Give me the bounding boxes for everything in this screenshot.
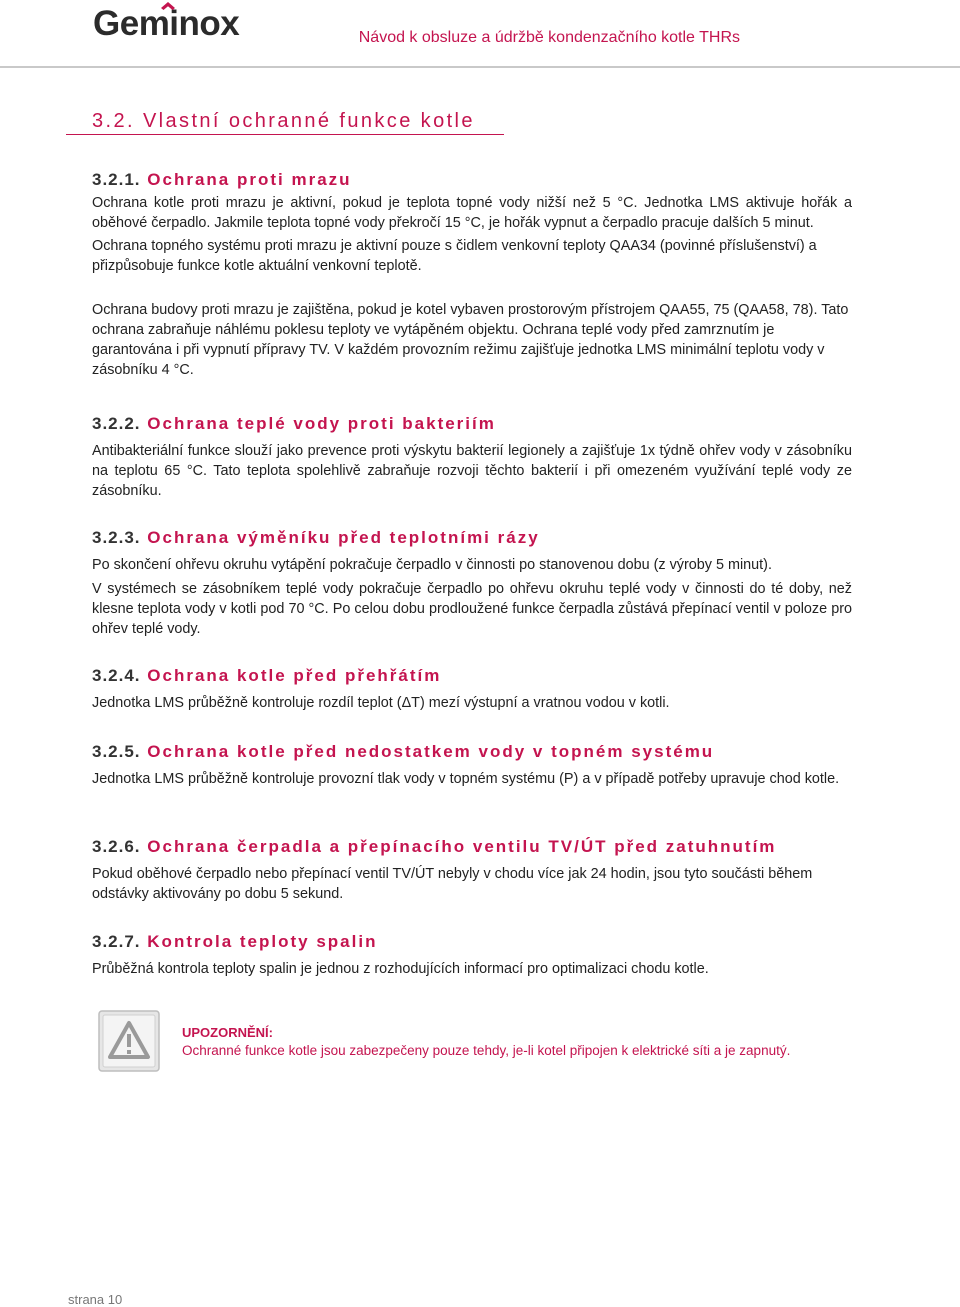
section-number: 3.2. [92, 110, 135, 132]
subsection-title: Ochrana čerpadla a přepínacího ventilu TV/ÚT před zatuhnutím [147, 837, 777, 856]
subsection-overheating [92, 665, 852, 713]
subsection-low-water [92, 741, 852, 789]
subsection-title: Ochrana výměníku před teplotními rázy [147, 528, 540, 547]
subsection-number: 3.2.2. [92, 414, 141, 433]
subsection-antibacterial [92, 413, 852, 501]
page-number: strana 10 [68, 1292, 123, 1307]
document-title: Návod k obsluze a údržbě kondenzačního kotle THRs [358, 29, 740, 46]
warning-triangle-icon [98, 1010, 160, 1072]
paragraph: Po skončení ohřevu okruhu vytápění pokračuje čerpadlo v činnosti po stanovenou dobu (z výroby 5 minut). [92, 557, 772, 573]
subsection-pump-seizure [92, 836, 852, 904]
subsection-number: 3.2.1. [92, 170, 141, 189]
logo-diamond-icon [161, 2, 175, 14]
paragraph: Ochrana topného systému proti mrazu je aktivní pouze s čidlem venkovní teploty QAA34 (povinné příslušenství) a přizpůsobuje funkce kotle aktuální venkovní teplotě. [92, 238, 817, 274]
warning-label: UPOZORNĚNÍ: [182, 1025, 273, 1040]
warning-text: Ochranné funkce kotle jsou zabezpečeny pouze tehdy, je-li kotel připojen k elektrické síti a je zapnutý. [182, 1043, 791, 1058]
subsection-number: 3.2.5. [92, 742, 141, 761]
section-title: Vlastní ochranné funkce kotle [142, 110, 475, 132]
paragraph: Ochrana kotle proti mrazu je aktivní, pokud je teplota topné vody nižší než 5 °C. Jednotka LMS aktivuje hořák a oběhové čerpadlo. Jakmile teplota topné vody překročí 15 °C, je hořák vypnut a čerpadlo pracuje dalších 5 minut. [92, 195, 852, 231]
subsection-title: Kontrola teploty spalin [147, 932, 378, 951]
section-underline [66, 134, 504, 135]
subsection-title: Ochrana teplé vody proti bakteriím [147, 414, 496, 433]
paragraph: Antibakteriální funkce slouží jako prevence proti výskytu bakterií legionely a zajišťuje 1x týdně ohřev vody v zásobníku na teplotu 65 °C. Tato teplota spolehlivě zabraňuje rozvoji těchto bakterií i při omezeném využívání teplé vody ze zásobníku. [92, 443, 852, 499]
subsection-title: Ochrana kotle před nedostatkem vody v topném systému [147, 742, 715, 761]
paragraph: Pokud oběhové čerpadlo nebo přepínací ventil TV/ÚT nebyly v chodu více jak 24 hodin, jsou tyto součásti během odstávky aktivovány po dobu 5 sekund. [92, 866, 813, 902]
logo-wordmark: Geminox [93, 4, 240, 43]
paragraph: Ochrana budovy proti mrazu je zajištěna, pokud je kotel vybaven prostorovým přístrojem QAA55, 75 (QAA58, 78). Tato ochrana zabraňuje náhlému poklesu teploty ve vytápěném objektu. Ochrana teplé vody před zamrznutím je garantována i při vypnutí přípravy TV. V každém provozním režimu zajišťuje jednotka LMS minimální teplotu vody v zásobníku 4 °C. [92, 302, 849, 378]
subsection-thermal-shock [92, 527, 852, 639]
paragraph: Průběžná kontrola teploty spalin je jednou z rozhodujících informací pro optimalizaci chodu kotle. [92, 961, 709, 977]
subsection-title: Ochrana kotle před přehřátím [147, 666, 442, 685]
subsection-number: 3.2.3. [92, 528, 141, 547]
subsection-heading [92, 527, 852, 549]
geminox-logo [93, 6, 239, 41]
subsection-heading [92, 413, 852, 435]
subsection-number: 3.2.4. [92, 666, 141, 685]
subsection-title: Ochrana proti mrazu [147, 170, 352, 189]
paragraph: V systémech se zásobníkem teplé vody pokračuje čerpadlo po ohřevu okruhu teplé vody v činnosti do té doby, než klesne teplota vody v kotli pod 70 °C. Po celou dobu prodloužené funkce čerpadla zůstává přepínací ventil v poloze pro ohřev teplé vody. [92, 581, 852, 637]
subsection-heading [92, 741, 852, 763]
subsection-heading [92, 931, 852, 953]
subsection-number: 3.2.7. [92, 932, 141, 951]
page-header [0, 0, 960, 68]
subsection-heading [92, 169, 852, 191]
paragraph: Jednotka LMS průběžně kontroluje provozní tlak vody v topném systému (P) a v případě potřeby upravuje chod kotle. [92, 771, 840, 787]
subsection-heading [92, 665, 852, 687]
subsection-flue-gas [92, 931, 852, 979]
paragraph: Jednotka LMS průběžně kontroluje rozdíl teplot (ΔT) mezí výstupní a vratnou vodou v kotli. [92, 695, 670, 711]
subsection-heading [92, 836, 852, 858]
section-heading [92, 110, 475, 133]
subsection-frost-protection [92, 169, 852, 380]
subsection-number: 3.2.6. [92, 837, 141, 856]
